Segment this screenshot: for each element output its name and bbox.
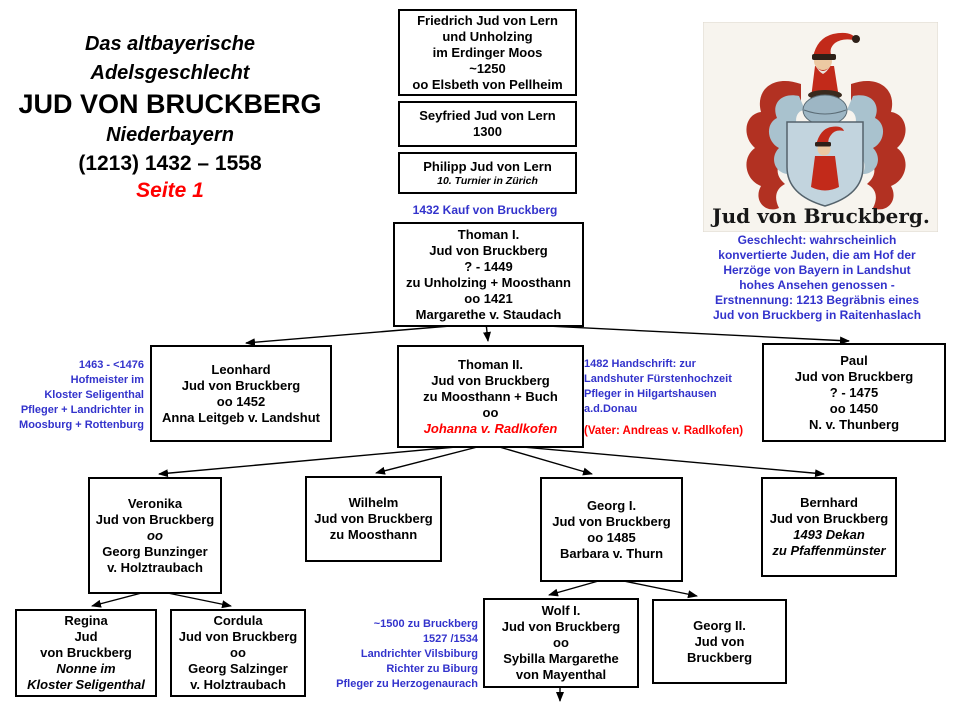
person-box-georg2 [652,599,787,684]
person-box-georg1 [540,477,683,582]
person-box-thoman1 [393,222,584,327]
person-line: Sybilla Margarethe [503,651,619,666]
person-line: von Mayenthal [515,667,607,682]
note-line: 1432 Kauf von Bruckberg [412,203,558,217]
title-line1: Das altbayerische [84,33,256,55]
note-line: Moosburg + Rottenburg [19,419,144,431]
person-line: Jud von Bruckberg [178,629,298,644]
coat-of-arms-graphic [703,22,938,232]
person-line: Johanna v. Radlkofen [423,420,558,436]
person-line: Jud [74,629,98,644]
note-line: Herzöge von Bayern in Landshut [723,263,911,277]
note-line: Richter zu Biburg [386,663,478,675]
title-line2: Adelsgeschlecht [90,62,250,84]
person-box-thoman2 [397,345,584,448]
person-line: Jud von Bruckberg [181,377,301,393]
note-line: Pfleger + Landrichter in [20,404,144,416]
person-line: oo [230,645,246,660]
note-line: Pfleger in Hilgartshausen [584,388,717,400]
person-box-wilhelm [305,476,442,562]
person-line: oo 1452 [216,393,266,409]
note-line: Geschlecht: wahrscheinlich [737,233,897,247]
person-box-leonhard [150,345,332,442]
person-line: zu Pfaffenmünster [772,543,886,558]
person-line: Wilhelm [348,495,399,510]
person-line: und Unholzing [442,28,533,44]
person-box-paul [762,343,946,442]
note-line: Kloster Seligenthal [44,389,144,401]
person-line: Bernhard [800,495,858,510]
person-line: Jud von [694,633,745,649]
person-line: oo 1421 [464,290,513,306]
person-line: v. Holztraubach [190,677,286,692]
person-line: Paul [840,352,868,368]
person-line: Georg II. [693,617,746,633]
note-line: hohes Ansehen genossen - [739,278,895,292]
person-line: Jud von Bruckberg [552,513,671,529]
person-line: zu Unholzing + Moosthann [405,274,571,290]
person-line: Jud von Bruckberg [314,511,433,526]
note-line: (Vater: Andreas v. Radlkofen) [584,425,744,437]
person-line: oo Elsbeth von Pellheim [412,76,563,92]
crest-caption: Jud von Bruckberg. [712,204,930,228]
person-line: Thoman II. [458,356,523,372]
title-years: (1213) 1432 – 1558 [78,152,262,175]
person-line: ? - 1449 [464,258,513,274]
person-line: Friedrich Jud von Lern [417,12,558,28]
person-line: Jud von Bruckberg [794,368,914,384]
crest-shield [787,122,863,206]
note-line: konvertierte Juden, die am Hof der [718,248,916,262]
person-line: v. Holztraubach [107,559,203,575]
person-line: oo [553,635,569,650]
title-region: Niederbayern [106,124,234,146]
person-line: Kloster Seligenthal [27,677,145,692]
note-line: ~1500 zu Bruckberg [373,618,478,630]
person-line: Georg Bunzinger [102,543,208,559]
leonhard-note [14,358,144,433]
person-line: Jud von Bruckberg [769,511,889,526]
person-line: Bruckberg [686,649,753,665]
person-box-veronika [88,477,222,594]
crest-helmet [803,90,847,125]
family-name: JUD VON BRUCKBERG [18,89,322,119]
person-line: Regina [64,613,108,628]
person-line: von Bruckberg [40,645,132,660]
person-line: 1493 Dekan [793,527,865,542]
person-line: Wolf I. [541,603,581,618]
page-title-block [10,30,330,205]
person-line: Veronika [127,495,183,511]
person-line: Leonhard [211,361,271,377]
person-box-friedrich [398,9,577,96]
note-line: 1527 /1534 [422,633,478,645]
person-line: Philipp Jud von Lern [423,158,552,174]
person-line: 10. Turnier in Zürich [437,174,538,187]
person-box-seyfried [398,101,577,147]
person-line: Jud von Bruckberg [431,372,550,388]
person-box-wolf1 [483,598,639,688]
person-line: oo 1450 [829,400,879,416]
note-line: Jud von Bruckberg in Raitenhaslach [712,308,922,322]
person-line: ? - 1475 [829,384,879,400]
thoman2-note [584,357,754,417]
person-line: Margarethe v. Staudach [415,306,562,322]
person-line: oo [482,404,499,420]
kauf-note [390,203,580,218]
person-line: zu Moosthann + Buch [423,388,558,404]
person-line: 1300 [473,124,502,139]
wolf-note [335,617,478,692]
radlkofen-note [584,425,743,437]
family-history-note [693,233,941,323]
person-line: Jud von Bruckberg [95,511,215,527]
note-line: a.d.Donau [584,403,638,415]
page-number: Seite 1 [136,179,204,202]
note-line: Pfleger zu Herzogenaurach [336,678,478,690]
person-line: oo [147,527,163,543]
person-line: Jud von Bruckberg [501,619,621,634]
person-box-regina [15,609,157,697]
person-line: Georg I. [586,497,637,513]
person-line: Thoman I. [457,226,520,242]
note-line: Landshuter Fürstenhochzeit [584,373,732,385]
person-line: Seyfried Jud von Lern [419,108,556,123]
person-line: ~1250 [469,60,506,76]
note-line: Landrichter Vilsbiburg [360,648,478,660]
person-box-cordula [170,609,306,697]
person-line: Georg Salzinger [188,661,288,676]
note-line: Hofmeister im [70,374,144,386]
person-line: Barbara v. Thurn [559,545,664,561]
person-line: Nonne im [56,661,116,676]
note-line: Erstnennung: 1213 Begräbnis eines [714,293,920,307]
person-line: Cordula [213,613,263,628]
person-box-philipp [398,152,577,194]
person-line: oo 1485 [587,529,636,545]
person-box-bernhard [761,477,897,577]
coat-of-arms-image [703,22,938,232]
person-line: zu Moosthann [329,527,418,542]
person-line: Anna Leitgeb v. Landshut [162,409,320,425]
person-line: Jud von Bruckberg [429,242,548,258]
note-line: 1463 - <1476 [78,359,144,371]
note-line: 1482 Handschrift: zur [584,358,696,370]
person-line: im Erdinger Moos [432,44,543,60]
person-line: N. v. Thunberg [808,416,900,432]
